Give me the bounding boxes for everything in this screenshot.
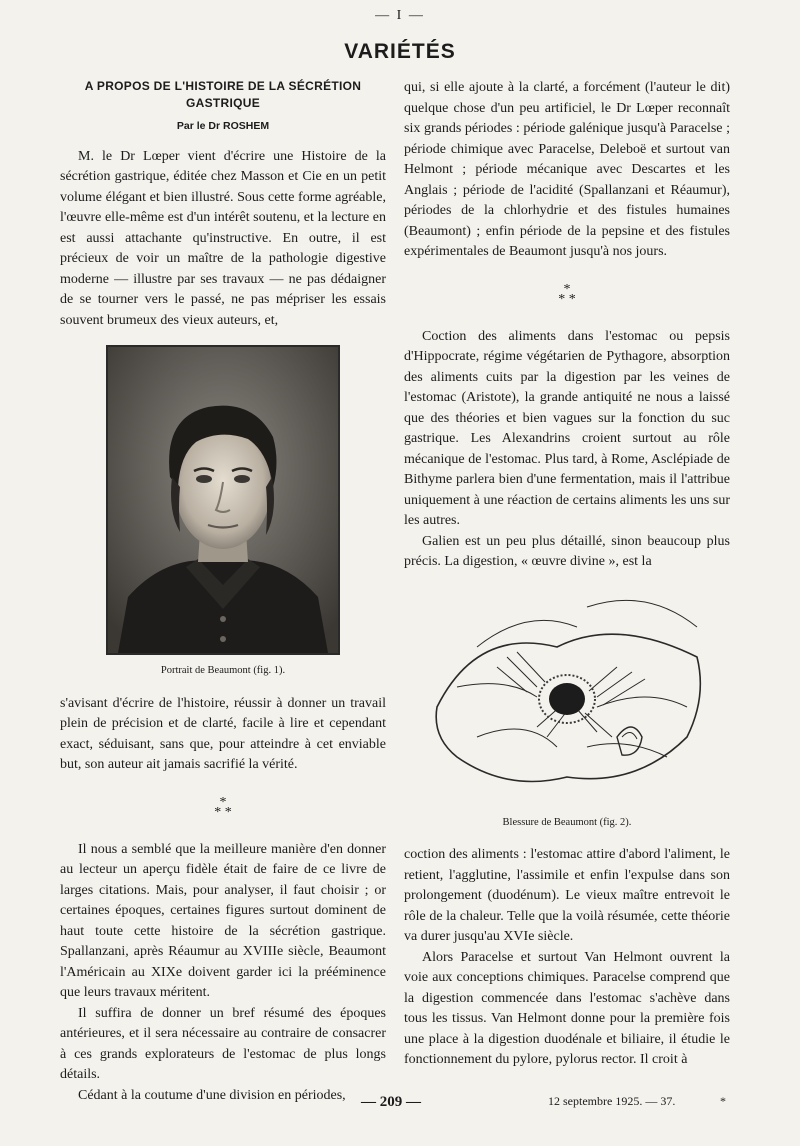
paragraph: Il suffira de donner un bref résumé des époques antérieures, et il sera nécessaire au contraire de consacrer à ces grands explorateurs de l'estomac de plus longs détails. (60, 1005, 386, 1082)
section-title: VARIÉTÉS (344, 40, 456, 63)
portrait-image (106, 345, 340, 655)
page-number: — 209 — (361, 1094, 421, 1110)
paragraph: M. le Dr Lœper vient d'écrire une Histoire de la sécrétion gastrique, éditée chez Masson et Cie en un petit volume élégant et bien illustré. Sous cette forme agréable, l'œuvre elle-même est d'un intérêt soutenu, et la lecture en est aussi attachante qu'instructive. En outre, il est précieux de voir un maître de la pathologie digestive moderne — illustre par ses travaux — ne pas dédaigner de se tourner vers le passé, ne pas mépriser les essais souvent brumeux des vieux auteurs, et, (60, 148, 386, 328)
paragraph: coction des aliments : l'estomac attire d'abord l'aliment, le retient, l'agglutine, l'assimile et enfin l'expulse dans son prolongement (duodénum). Le vieux maître entrevoit le rôle de la chaleur. Telle que la voilà résumée, cette théorie va durer jusqu'au XVIe siècle. (404, 847, 730, 944)
paragraph: qui, si elle ajoute à la clarté, a forcément (l'auteur le dit) quelque chose d'un peu artificiel, le Dr Lœper reconnaît six grands périodes : période galénique jusqu'à Paracelse ; période chimique avec Paracelse, Deleboë et surtout van Helmont ; période mécanique avec Descartes et les Anglais ; période de l'acidité (Spallanzani et Réaumur), périodes de la chlorhydrie et des fistules humaines (Beaumont) ; enfin période de la pepsine et des fistules expérimentales de Beaumont jusqu'à nos jours. (404, 80, 730, 259)
section-separator (60, 794, 386, 820)
portrait-illustration (108, 347, 338, 653)
paragraph: Il nous a semblé que la meilleure manière d'en donner au lecteur un aperçu fidèle était de faire de ce livre de larges citations. Mais, pour analyser, il faut choisir ; or certaines époques, certaines figures surtout dominent de haut toute cette histoire de la sécrétion gastrique. Spallanzani, après Réaumur au XVIIIe siècle, Beaumont l'Américain au XIXe doivent garder ici la prééminence que leurs travaux méritent. (60, 841, 386, 1000)
article-byline: Par le Dr ROSHEM (176, 120, 270, 132)
paragraph: Cédant à la coutume d'une division en périodes, (78, 1087, 346, 1103)
paragraph: Alors Paracelse et surtout Van Helmont ouvrent la voie aux conceptions chimiques. Paracelse comprend que la digestion commencée dans l'estomac s'achève dans tous les tissus. Van Helmont donne pour la première fois une place à la digestion duodénale et biliaire, il étudie le fonctionnement du pylore, pylorus rector. Il croit à (404, 949, 730, 1067)
right-column (404, 78, 730, 1071)
paragraph: Galien est un peu plus détaillé, sinon beaucoup plus précis. La digestion, « œuvre divine », est la (404, 533, 730, 569)
left-column (60, 78, 386, 1106)
separator-stars-row: * * (558, 291, 576, 307)
wound-illustration (417, 587, 717, 807)
figure-caption: Portrait de Beaumont (fig. 1). (160, 665, 286, 676)
figure-wound (404, 587, 730, 834)
separator-stars-row: * * (214, 804, 232, 820)
top-folio: — I — (375, 8, 425, 23)
issue-date: 12 septembre 1925. — 37. (548, 1094, 676, 1108)
figure-portrait (60, 345, 386, 682)
article-title: A PROPOS DE L'HISTOIRE DE LA SÉCRÉTION GASTRIQUE (84, 79, 362, 110)
paragraph: Coction des aliments dans l'estomac ou pepsis d'Hippocrate, régime végétarien de Pythagore, absorption des aliments cuits par la digestion par les veines de l'estomac (Aristote), la grande antiquité ne nous a laissé que des théories et bien vagues sur la fonction du suc gastrique. Les Alexandrins croient surtout au rôle mécanique de l'estomac. Plus tard, à Rome, Asclépiade de Bithyme parlera bien d'une fermentation, mais il l'attribue uniquement à une réaction de certains aliments les uns sur les autres. (404, 328, 730, 528)
figure-caption: Blessure de Beaumont (fig. 2). (502, 816, 632, 828)
separator-star: * (563, 281, 571, 297)
wound-image (417, 587, 717, 807)
separator-star: * (219, 794, 227, 810)
section-separator (404, 281, 730, 307)
paragraph: s'avisant d'écrire de l'histoire, réussir à donner un travail plein de précision et de clarté, facile à lire et cependant exact, séduisant, sans que, pour atteindre à cet enviable but, son auteur ait jamais sacrifié la vérité. (60, 695, 386, 772)
page-footer (0, 1094, 800, 1118)
footer-mark: * (720, 1094, 726, 1108)
